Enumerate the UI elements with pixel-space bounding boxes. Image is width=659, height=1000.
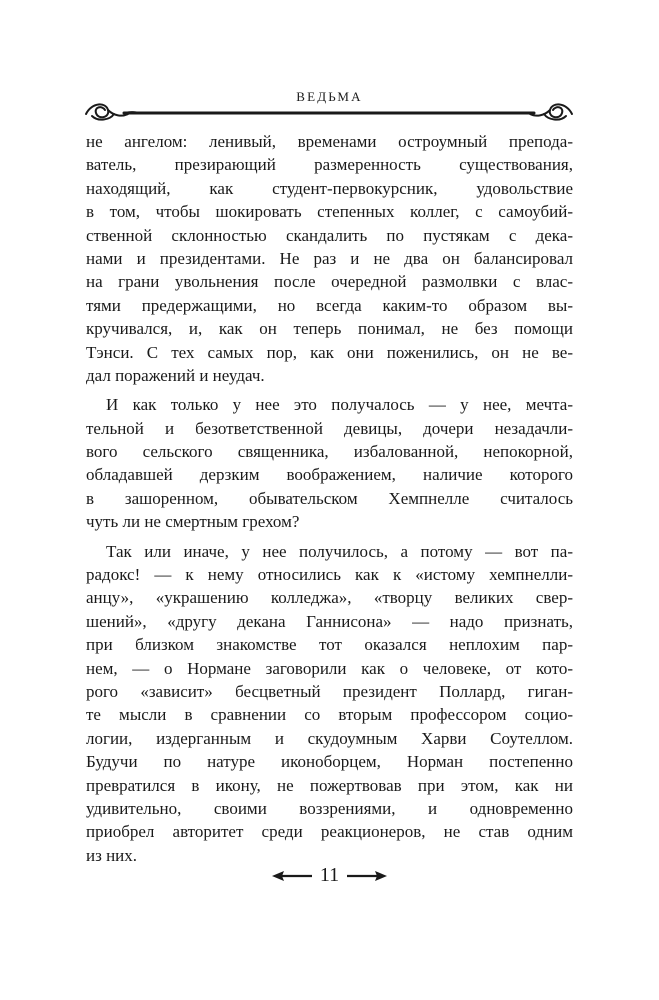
text-line: на грани увольнения после очередной размолвки с влас-	[86, 272, 573, 292]
text-line: чуть ли не смертным грехом?	[86, 512, 300, 532]
text-line: логии, издерганным и скудоумным Харви Соутеллом.	[86, 728, 573, 748]
text-line: нами и президентами. Не раз и не два он балансировал	[86, 248, 573, 268]
ornament-left-flourish	[86, 104, 128, 119]
text-line: дал поражений и неудач.	[86, 365, 265, 385]
paragraph-1	[86, 130, 573, 387]
paragraph-3	[86, 540, 573, 867]
text-line: ватель, презирающий размеренность существования,	[86, 155, 573, 175]
text-line: из них.	[86, 845, 138, 865]
text-line: Будучи по натуре иконоборцем, Норман постепенно	[86, 752, 573, 772]
text-line: вого сельского священника, избалованной, непокорной,	[86, 442, 573, 462]
text-line: в том, чтобы шокировать степенных коллег, с самоубий-	[86, 202, 573, 222]
text-line: в зашоренном, обывательском Хемпнелле считалось	[86, 488, 573, 508]
text-line: рого «зависит» бесцветный президент Поллард, гиган-	[86, 681, 573, 701]
text-line: обладавшей дерзким воображением, наличие которого	[86, 465, 573, 485]
text-line: находящий, как студент-первокурсник, удовольствие	[86, 178, 573, 198]
text-line: ственной склонностью скандалить по пустякам с дека-	[86, 225, 573, 245]
text-line: нем, — о Нормане заговорили как о человеке, от кото-	[86, 658, 573, 678]
text-line: тельной и безответственной девицы, дочери незадачли-	[86, 418, 573, 438]
text-line: Так или иначе, у нее получилось, а потому — вот па-	[106, 541, 573, 561]
text-line: те мысли в сравнении со вторым профессором социо-	[86, 705, 573, 725]
paragraph-2	[86, 393, 573, 533]
page-number: 11	[319, 864, 340, 886]
text-line: кручивался, и, как он теперь понимал, не без помощи	[86, 319, 573, 339]
body-text	[86, 130, 573, 867]
text-line: приобрел авторитет среди реакционеров, не став одним	[86, 822, 573, 842]
text-line: превратился в икону, не пожертвовав при этом, как ни	[86, 775, 573, 795]
text-line: удивительно, своими воззрениями, и одновременно	[86, 798, 573, 818]
text-line: Тэнси. С тех самых пор, как они поженились, он не ве-	[86, 342, 573, 362]
ornament-right-flourish	[530, 104, 572, 119]
text-line: шений», «другу декана Ганнисона» — надо признать,	[86, 611, 573, 631]
running-title: ВЕДЬМА	[296, 89, 363, 104]
page-number-group	[272, 864, 387, 887]
left-arrow-ornament-icon	[272, 870, 312, 882]
text-line: не ангелом: ленивый, временами остроумный препода-	[86, 132, 573, 151]
text-line: при близком знакомстве тот оказался неплохим пар-	[86, 635, 573, 655]
text-line: анцу», «украшению колледжа», «творцу великих свер-	[86, 588, 573, 608]
text-line: радокс! — к нему относились как к «истому хемпнелли-	[86, 565, 573, 585]
right-arrow-ornament-icon	[347, 870, 387, 882]
text-line: И как только у нее это получалось — у нее, мечта-	[106, 395, 573, 415]
text-line: тями предержащими, но всегда каким-то образом вы-	[86, 295, 573, 315]
page-footer	[0, 864, 659, 890]
header-ornament	[84, 98, 574, 124]
